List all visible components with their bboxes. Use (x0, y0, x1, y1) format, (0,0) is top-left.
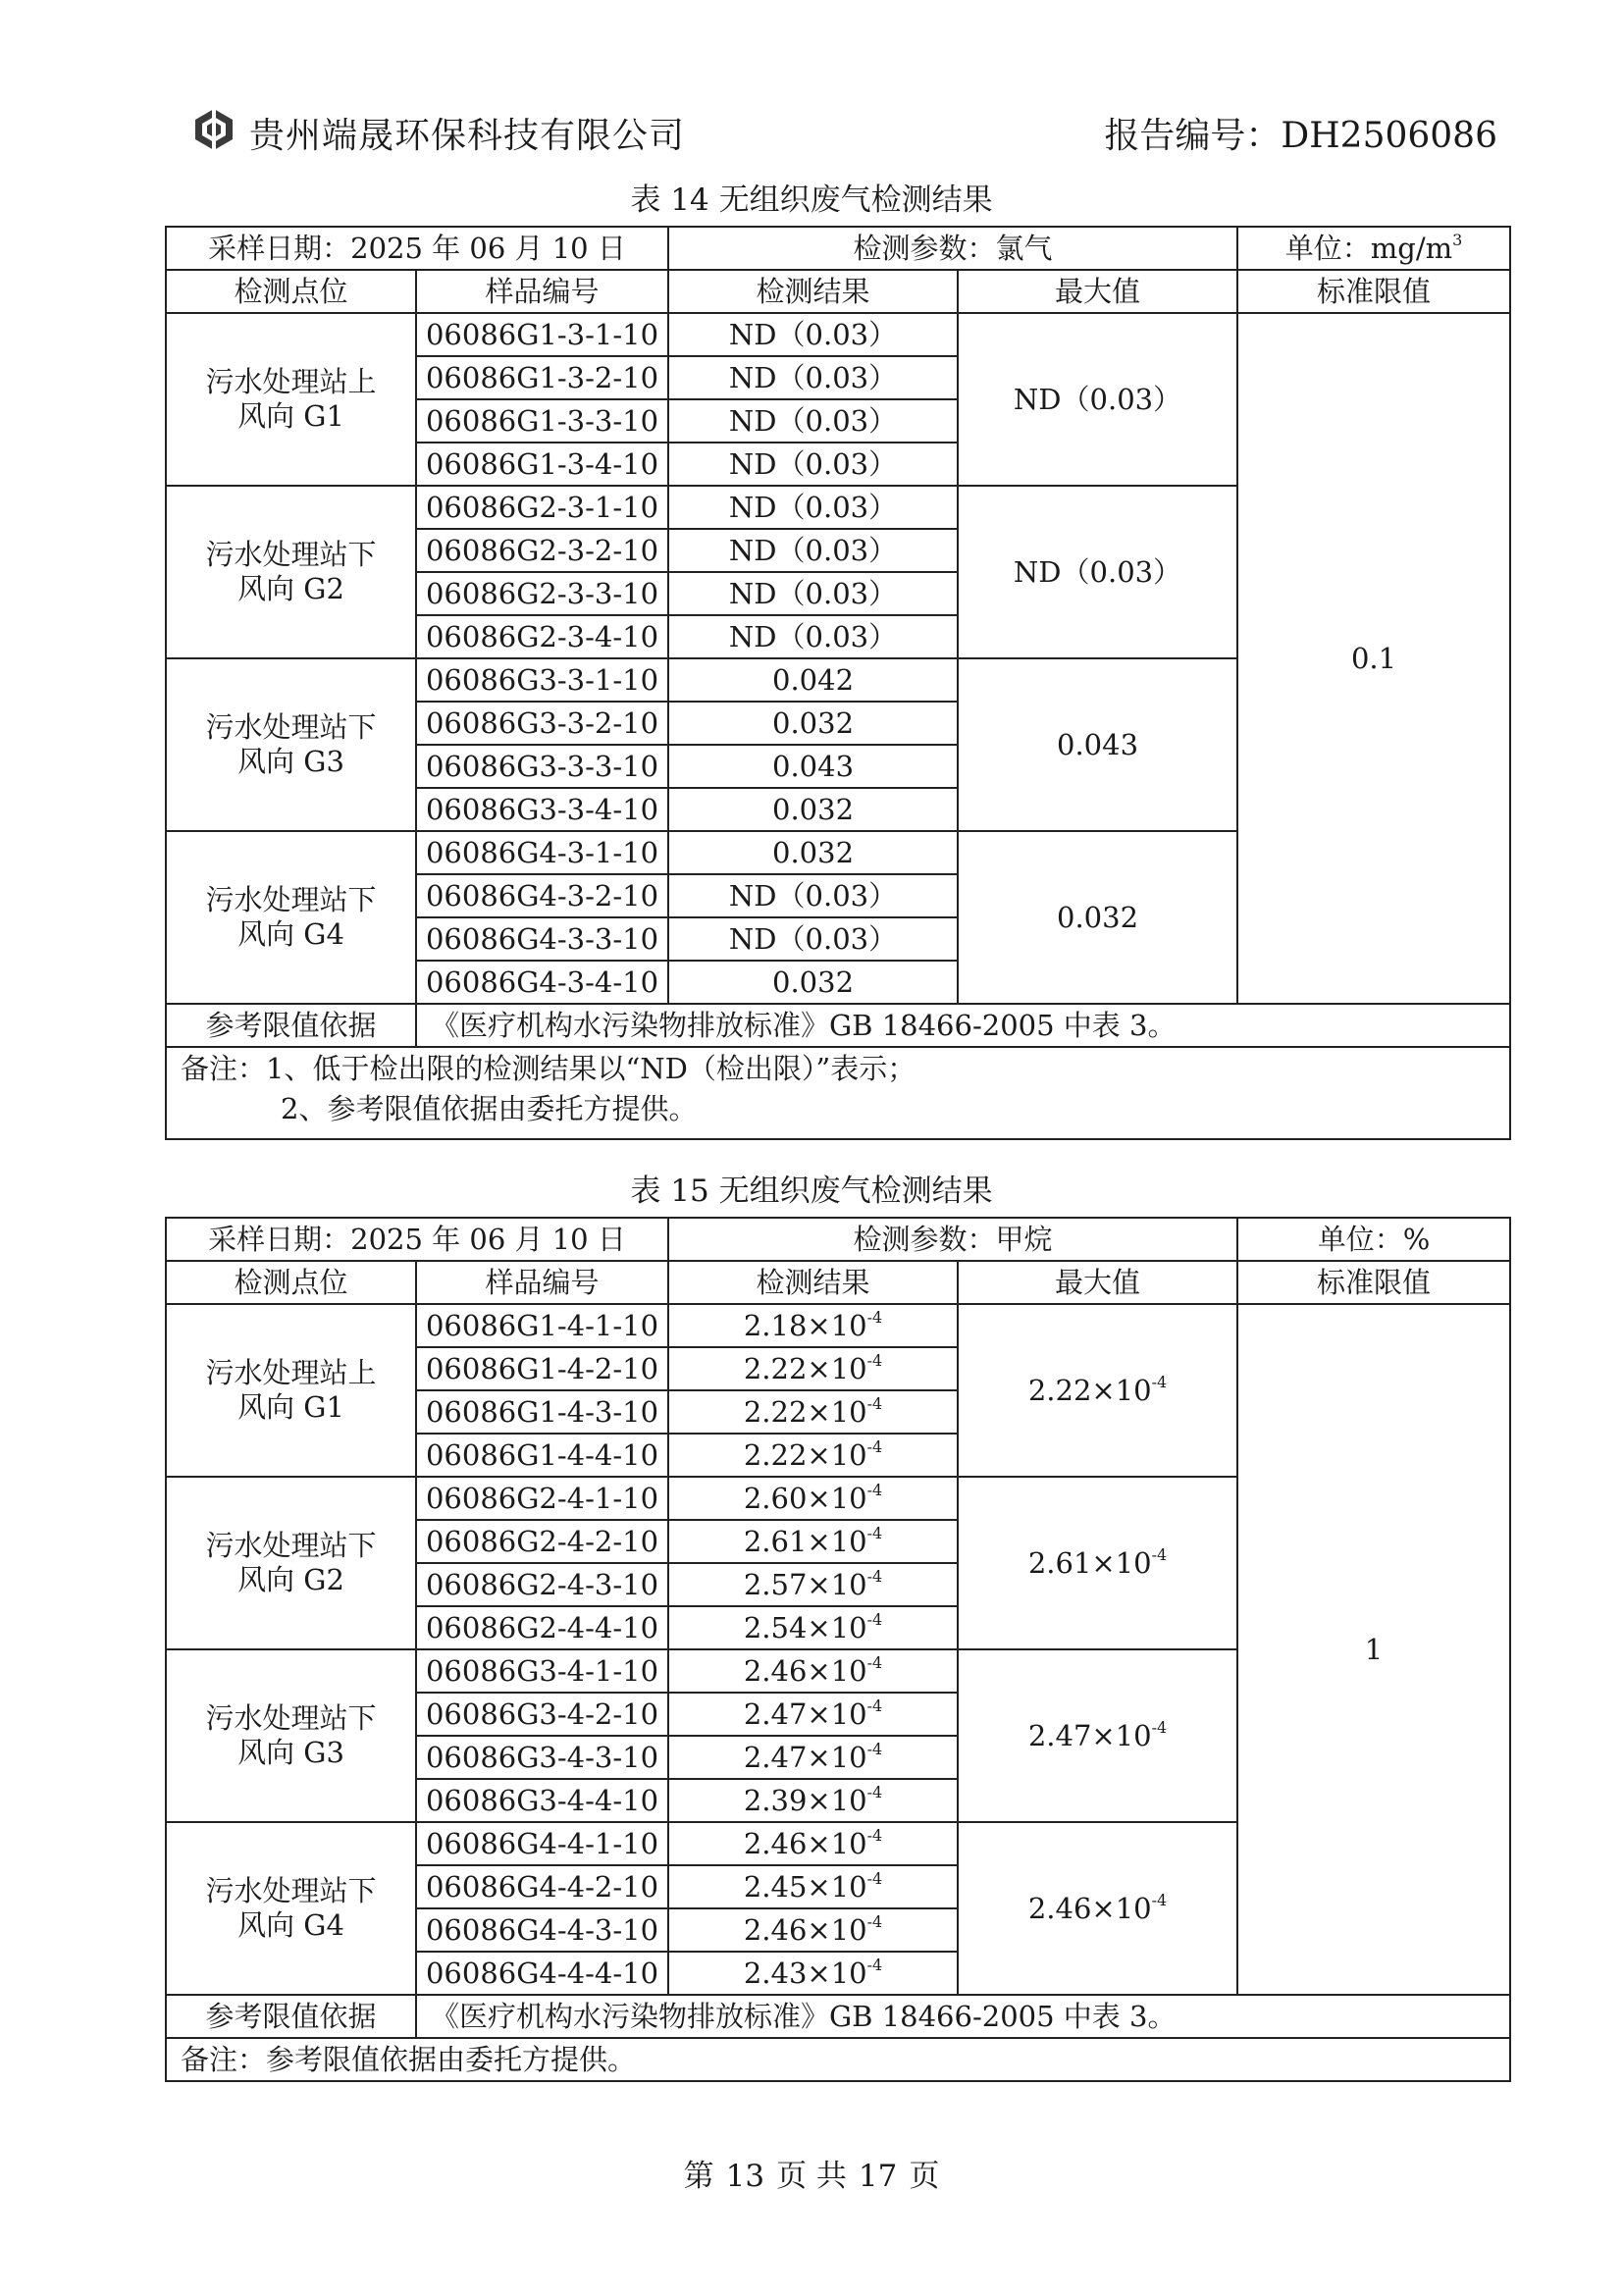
unit-superscript: 3 (1452, 230, 1463, 249)
result-value: 0.043 (668, 745, 958, 788)
value-text: 2.61×10 (743, 1524, 867, 1558)
exponent-superscript: -4 (866, 1739, 883, 1758)
reference-label: 参考限值依据 (166, 1995, 416, 2038)
site-cell (166, 1304, 416, 1477)
site-name: 污水处理站下 (205, 1701, 377, 1736)
sample-id: 06086G1-4-3-10 (416, 1390, 668, 1434)
sample-id: 06086G1-3-3-10 (416, 399, 668, 443)
result-value (668, 1952, 958, 1995)
site-direction: 风向 G1 (237, 1390, 344, 1424)
reference-row (166, 1004, 1510, 1047)
unit-label: 单位：% (1237, 1218, 1510, 1261)
column-header: 检测结果 (668, 270, 958, 313)
sample-id: 06086G1-3-2-10 (416, 356, 668, 399)
column-header: 样品编号 (416, 270, 668, 313)
value-text: 2.60×10 (743, 1481, 867, 1515)
result-value: ND（0.03） (668, 399, 958, 443)
result-value (668, 1908, 958, 1952)
note-row (166, 2038, 1510, 2081)
site-cell (166, 1649, 416, 1822)
site-name: 污水处理站下 (205, 710, 377, 745)
value-text: 2.46×10 (743, 1653, 867, 1688)
site-direction: 风向 G1 (237, 399, 344, 433)
value-text: 2.46×10 (743, 1826, 867, 1860)
site-cell (166, 658, 416, 831)
value-text: 2.43×10 (743, 1956, 867, 1990)
site-name: 污水处理站上 (205, 1356, 377, 1390)
sample-id: 06086G1-3-1-10 (416, 313, 668, 356)
reference-label: 参考限值依据 (166, 1004, 416, 1047)
remark-line-2: 2、参考限值依据由委托方提供。 (281, 1091, 698, 1125)
result-value: 0.032 (668, 702, 958, 745)
page-number: 13 (725, 2159, 765, 2194)
site-direction: 风向 G4 (237, 917, 344, 951)
value-text: 2.45×10 (743, 1869, 867, 1904)
result-value (668, 1779, 958, 1822)
table-14-caption: 表 14 无组织废气检测结果 (630, 183, 993, 218)
site-cell (166, 486, 416, 658)
sample-id: 06086G3-3-3-10 (416, 745, 668, 788)
max-value: 0.032 (958, 831, 1237, 1004)
max-value (958, 1304, 1237, 1477)
table-row (166, 227, 1510, 270)
value-text: 2.47×10 (743, 1740, 867, 1774)
page-footer (0, 2151, 1623, 2195)
exponent-superscript: -4 (866, 1609, 883, 1629)
result-value: ND（0.03） (668, 356, 958, 399)
site-cell (166, 1477, 416, 1649)
sample-id: 06086G4-4-3-10 (416, 1908, 668, 1952)
result-value: ND（0.03） (668, 443, 958, 486)
exponent-superscript: -4 (866, 1868, 883, 1888)
result-value (668, 1563, 958, 1606)
sample-id: 06086G4-3-3-10 (416, 917, 668, 961)
site-cell (166, 831, 416, 1004)
exponent-superscript: -4 (1151, 1372, 1168, 1391)
result-value (668, 1865, 958, 1908)
exponent-superscript: -4 (866, 1825, 883, 1845)
site-name: 污水处理站下 (205, 1874, 377, 1908)
result-value: ND（0.03） (668, 874, 958, 917)
table-15-methane (165, 1217, 1511, 2082)
exponent-superscript: -4 (866, 1307, 883, 1327)
footer-middle: 页 共 (776, 2159, 847, 2194)
sample-id: 06086G3-3-2-10 (416, 702, 668, 745)
sample-id: 06086G1-3-4-10 (416, 443, 668, 486)
sample-id: 06086G4-4-4-10 (416, 1952, 668, 1995)
exponent-superscript: -4 (866, 1955, 883, 1974)
table-14-chlorine (165, 226, 1511, 1140)
result-value: ND（0.03） (668, 486, 958, 529)
result-value (668, 1649, 958, 1693)
reference-text: 《医疗机构水污染物排放标准》GB 18466-2005 中表 3。 (416, 1995, 1510, 2038)
exponent-superscript: -4 (866, 1350, 883, 1370)
site-name: 污水处理站上 (205, 365, 377, 399)
column-header: 样品编号 (416, 1261, 668, 1304)
sample-id: 06086G3-4-4-10 (416, 1779, 668, 1822)
column-header: 标准限值 (1237, 270, 1510, 313)
result-value: ND（0.03） (668, 615, 958, 658)
column-header: 检测结果 (668, 1261, 958, 1304)
site-cell (166, 1822, 416, 1995)
exponent-superscript: -4 (866, 1566, 883, 1586)
value-text: 2.46×10 (1027, 1891, 1152, 1925)
result-value (668, 1822, 958, 1865)
value-text: 2.22×10 (1027, 1373, 1152, 1407)
table-row (166, 1304, 1510, 1347)
result-value (668, 1477, 958, 1520)
standard-limit: 1 (1237, 1304, 1510, 1995)
test-parameter: 检测参数：甲烷 (668, 1218, 1237, 1261)
exponent-superscript: -4 (866, 1523, 883, 1542)
result-value: 0.032 (668, 788, 958, 831)
sample-id: 06086G4-3-2-10 (416, 874, 668, 917)
exponent-superscript: -4 (866, 1436, 883, 1456)
sample-id: 06086G3-3-4-10 (416, 788, 668, 831)
sample-id: 06086G2-3-1-10 (416, 486, 668, 529)
value-text: 2.22×10 (743, 1437, 867, 1472)
sample-id: 06086G2-3-3-10 (416, 572, 668, 615)
value-text: 2.47×10 (1027, 1718, 1152, 1752)
sample-id: 06086G2-3-2-10 (416, 529, 668, 572)
result-value: 0.042 (668, 658, 958, 702)
result-value: ND（0.03） (668, 572, 958, 615)
unit-label: 单位：mg/m (1284, 231, 1453, 265)
sample-id: 06086G2-4-3-10 (416, 1563, 668, 1606)
sample-id: 06086G1-4-4-10 (416, 1434, 668, 1477)
site-cell (166, 313, 416, 486)
site-direction: 风向 G2 (237, 572, 344, 605)
sample-id: 06086G2-4-4-10 (416, 1606, 668, 1649)
remark-line-1: 备注：1、低于检出限的检测结果以“ND（检出限）”表示； (181, 1052, 916, 1085)
value-text: 2.39×10 (743, 1783, 867, 1817)
sample-id: 06086G3-3-1-10 (416, 658, 668, 702)
page-total: 17 (858, 2159, 898, 2194)
exponent-superscript: -4 (866, 1696, 883, 1715)
exponent-superscript: -4 (1151, 1890, 1168, 1909)
footer-suffix: 页 (909, 2159, 940, 2194)
sample-id: 06086G4-3-4-10 (416, 961, 668, 1004)
result-value (668, 1434, 958, 1477)
exponent-superscript: -4 (866, 1393, 883, 1413)
site-direction: 风向 G4 (237, 1908, 344, 1942)
max-value (958, 1822, 1237, 1995)
max-value (958, 1477, 1237, 1649)
max-value: 0.043 (958, 658, 1237, 831)
table-row (166, 1218, 1510, 1261)
sample-id: 06086G2-4-2-10 (416, 1520, 668, 1563)
site-name: 污水处理站下 (205, 883, 377, 917)
sampling-date: 采样日期：2025 年 06 月 10 日 (166, 1218, 668, 1261)
footer-prefix: 第 (683, 2159, 714, 2194)
page-header (192, 104, 1497, 155)
result-value (668, 1693, 958, 1736)
remark-line-1: 备注：参考限值依据由委托方提供。 (166, 2038, 1510, 2081)
sample-id: 06086G3-4-1-10 (416, 1649, 668, 1693)
sample-id: 06086G1-4-2-10 (416, 1347, 668, 1390)
standard-limit: 0.1 (1237, 313, 1510, 1004)
result-value (668, 1304, 958, 1347)
result-value (668, 1736, 958, 1779)
max-value: ND（0.03） (958, 313, 1237, 486)
sample-id: 06086G2-3-4-10 (416, 615, 668, 658)
exponent-superscript: -4 (866, 1480, 883, 1499)
value-text: 2.46×10 (743, 1912, 867, 1947)
sample-id: 06086G4-4-2-10 (416, 1865, 668, 1908)
result-value: 0.032 (668, 961, 958, 1004)
value-text: 2.18×10 (743, 1308, 867, 1342)
column-header: 最大值 (958, 1261, 1237, 1304)
value-text: 2.57×10 (743, 1567, 867, 1601)
table-header-row (166, 1261, 1510, 1304)
value-text: 2.47×10 (743, 1696, 867, 1731)
site-direction: 风向 G3 (237, 1736, 344, 1769)
result-value (668, 1606, 958, 1649)
exponent-superscript: -4 (866, 1911, 883, 1931)
exponent-superscript: -4 (1151, 1717, 1168, 1737)
value-text: 2.61×10 (1027, 1545, 1152, 1580)
sample-id: 06086G4-4-1-10 (416, 1822, 668, 1865)
column-header: 检测点位 (166, 270, 416, 313)
table-15-caption: 表 15 无组织废气检测结果 (630, 1174, 993, 1209)
company-logo-icon (192, 108, 236, 151)
note-row (166, 1047, 1510, 1139)
site-direction: 风向 G2 (237, 1563, 344, 1596)
sampling-date: 采样日期：2025 年 06 月 10 日 (166, 227, 668, 270)
remarks-cell (166, 1047, 1510, 1139)
reference-text: 《医疗机构水污染物排放标准》GB 18466-2005 中表 3。 (416, 1004, 1510, 1047)
result-value: ND（0.03） (668, 313, 958, 356)
reference-row (166, 1995, 1510, 2038)
site-direction: 风向 G3 (237, 745, 344, 778)
result-value (668, 1390, 958, 1434)
value-text: 2.22×10 (743, 1394, 867, 1429)
unit-cell (1237, 227, 1510, 270)
result-value (668, 1347, 958, 1390)
column-header: 检测点位 (166, 1261, 416, 1304)
sample-id: 06086G4-3-1-10 (416, 831, 668, 874)
result-value: ND（0.03） (668, 529, 958, 572)
column-header: 最大值 (958, 270, 1237, 313)
value-text: 2.54×10 (743, 1610, 867, 1644)
exponent-superscript: -4 (866, 1652, 883, 1672)
test-parameter: 检测参数：氯气 (668, 227, 1237, 270)
site-name: 污水处理站下 (205, 1529, 377, 1563)
sample-id: 06086G3-4-2-10 (416, 1693, 668, 1736)
report-number: 报告编号：DH2506086 (1104, 116, 1497, 156)
company-name: 贵州端晟环保科技有限公司 (249, 116, 686, 156)
column-header: 标准限值 (1237, 1261, 1510, 1304)
sample-id: 06086G2-4-1-10 (416, 1477, 668, 1520)
exponent-superscript: -4 (866, 1782, 883, 1801)
sample-id: 06086G3-4-3-10 (416, 1736, 668, 1779)
result-value (668, 1520, 958, 1563)
site-name: 污水处理站下 (205, 538, 377, 572)
max-value: ND（0.03） (958, 486, 1237, 658)
table-row (166, 313, 1510, 356)
max-value (958, 1649, 1237, 1822)
result-value: ND（0.03） (668, 917, 958, 961)
table-header-row (166, 270, 1510, 313)
exponent-superscript: -4 (1151, 1544, 1168, 1564)
result-value: 0.032 (668, 831, 958, 874)
sample-id: 06086G1-4-1-10 (416, 1304, 668, 1347)
value-text: 2.22×10 (743, 1351, 867, 1385)
